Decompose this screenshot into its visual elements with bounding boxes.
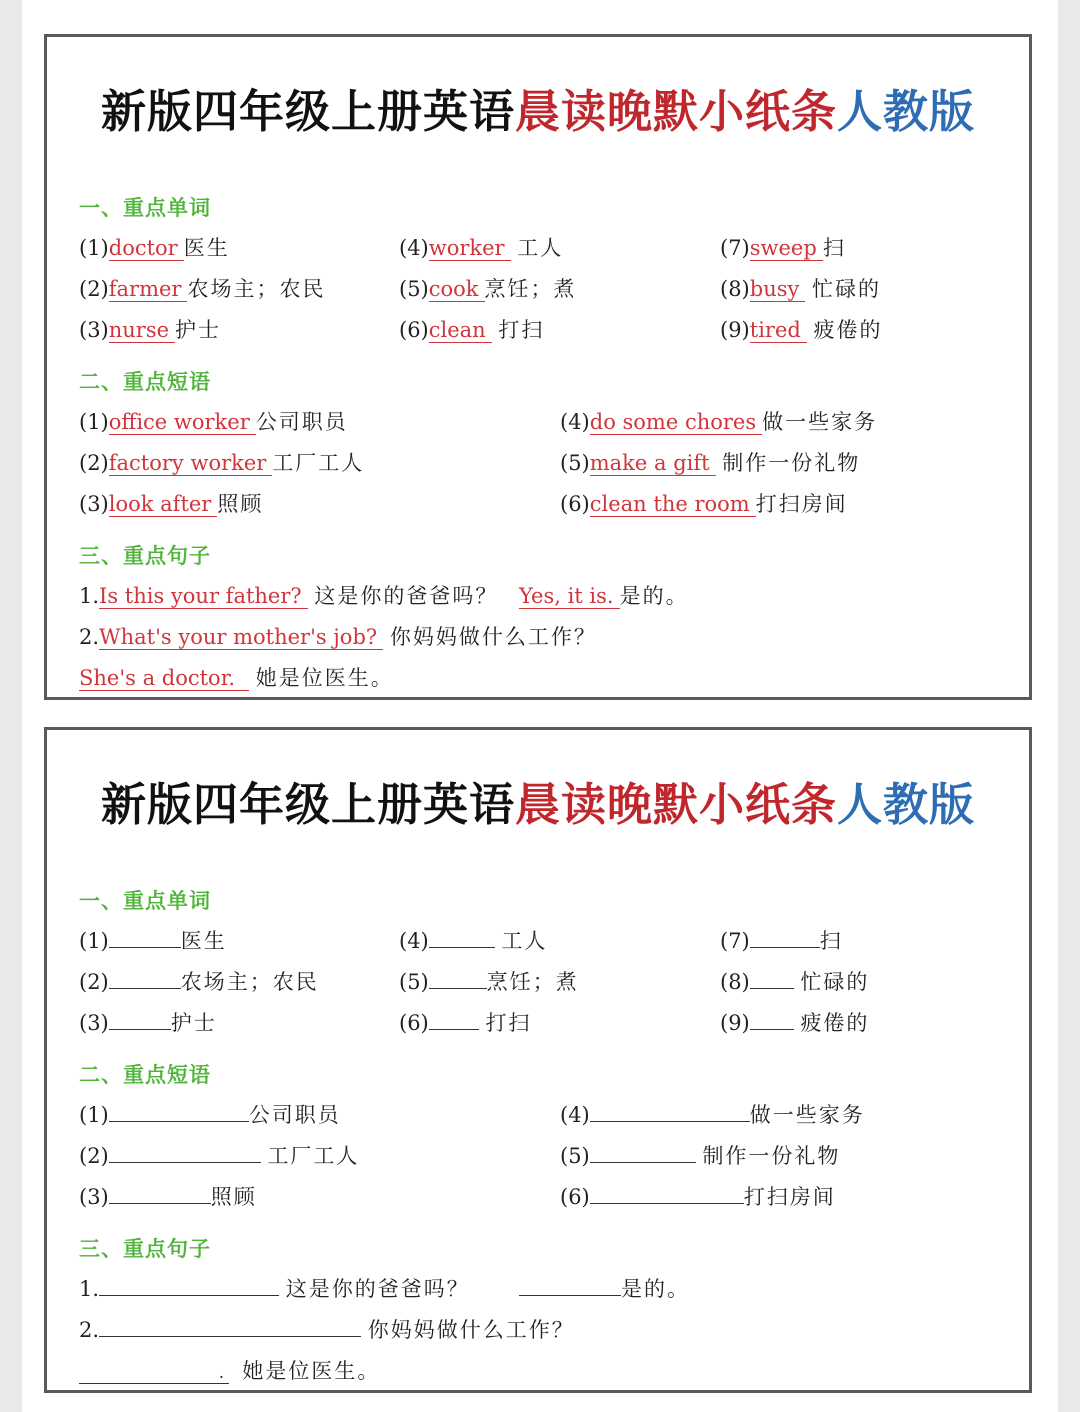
word-item: (7)sweep 扫: [720, 236, 846, 260]
word-item: (6) 打扫: [399, 1011, 532, 1035]
answer-blank[interactable]: [750, 929, 820, 948]
word-item: (4) 工人: [399, 929, 548, 953]
word-item: (7) 扫: [720, 929, 843, 953]
phrase-item: (2)factory worker 工厂工人: [79, 451, 365, 475]
answer-blank[interactable]: [519, 1277, 621, 1296]
answer-blank[interactable]: [109, 1144, 261, 1163]
answer-card: [44, 34, 1032, 700]
sentence-item: 2.What's your mother's job? 你妈妈做什么工作？: [79, 625, 597, 649]
answer-blank[interactable]: [429, 1011, 479, 1030]
section-heading-sentences: 三、重点句子: [79, 1237, 211, 1261]
phrase-item: (3)look after 照顾: [79, 492, 264, 516]
sentence-item: 1. 这是你的爸爸吗？: [79, 1277, 470, 1301]
sentence-item: 1.Is this your father? 这是你的爸爸吗？: [79, 584, 499, 608]
phrase-item: (4) 做一些家务: [560, 1103, 865, 1127]
answer-blank[interactable]: [590, 1103, 750, 1122]
word-item: (8)busy 忙碌的: [720, 277, 882, 301]
answer-blank[interactable]: [590, 1144, 696, 1163]
section-heading-words: 一、重点单词: [79, 889, 211, 913]
phrase-item: (5) 制作一份礼物: [560, 1144, 841, 1168]
answer-blank[interactable]: [429, 970, 487, 989]
word-item: (3)nurse 护士: [79, 318, 222, 342]
phrase-item: (1)office worker 公司职员: [79, 410, 348, 434]
phrase-item: (6)clean the room 打扫房间: [560, 492, 848, 516]
answer-blank[interactable]: [109, 929, 181, 948]
phrase-item: (4)do some chores 做一些家务: [560, 410, 878, 434]
word-item: (2)farmer 农场主；农民: [79, 277, 326, 301]
answer-blank[interactable]: [109, 1103, 249, 1122]
section-heading-sentences: 三、重点句子: [79, 544, 211, 568]
phrase-item: (5)make a gift 制作一份礼物: [560, 451, 861, 475]
answer-blank[interactable]: [109, 1185, 211, 1204]
section-heading-phrases: 二、重点短语: [79, 1063, 211, 1087]
answer-blank[interactable]: [429, 929, 495, 948]
sentence-item: 2. 你妈妈做什么工作？: [79, 1318, 575, 1342]
word-item: (5)cook 烹饪；煮: [399, 277, 577, 301]
phrase-item: (3) 照顾: [79, 1185, 257, 1209]
sentence-reply: Yes, it is. 是的。: [519, 584, 689, 608]
word-item: (6)clean 打扫: [399, 318, 545, 342]
answer-blank[interactable]: [750, 970, 794, 989]
answer-blank[interactable]: [590, 1185, 744, 1204]
answer-blank[interactable]: .: [79, 1365, 229, 1384]
card-title: 新版四年级上册英语晨读晚默小纸条人教版: [100, 85, 976, 138]
word-item: (2) 农场主；农民: [79, 970, 319, 994]
answer-blank[interactable]: [99, 1318, 361, 1337]
section-heading-phrases: 二、重点短语: [79, 370, 211, 394]
blank-card: [44, 727, 1032, 1393]
sentence-reply: 是的。: [519, 1276, 690, 1302]
answer-blank[interactable]: [750, 1011, 794, 1030]
card-title: 新版四年级上册英语晨读晚默小纸条人教版: [100, 778, 976, 831]
phrase-item: (6) 打扫房间: [560, 1185, 836, 1209]
word-item: (9)tired 疲倦的: [720, 318, 883, 342]
page-margin-left: [0, 0, 22, 1412]
word-item: (3) 护士: [79, 1011, 217, 1035]
answer-blank[interactable]: [99, 1277, 279, 1296]
word-item: (4)worker 工人: [399, 236, 564, 260]
word-item: (9) 疲倦的: [720, 1011, 870, 1035]
page-margin-right: [1058, 0, 1080, 1412]
section-heading-words: 一、重点单词: [79, 196, 211, 220]
answer-blank[interactable]: [109, 970, 181, 989]
phrase-item: (1) 公司职员: [79, 1103, 341, 1127]
sentence-reply: She's a doctor. 她是位医生。: [79, 666, 394, 690]
phrase-item: (2) 工厂工人: [79, 1144, 360, 1168]
word-item: (1)doctor 医生: [79, 236, 230, 260]
sentence-reply: . 她是位医生。: [79, 1358, 380, 1384]
answer-blank[interactable]: [109, 1011, 171, 1030]
word-item: (5) 烹饪；煮: [399, 970, 579, 994]
word-item: (8) 忙碌的: [720, 970, 870, 994]
word-item: (1) 医生: [79, 929, 227, 953]
